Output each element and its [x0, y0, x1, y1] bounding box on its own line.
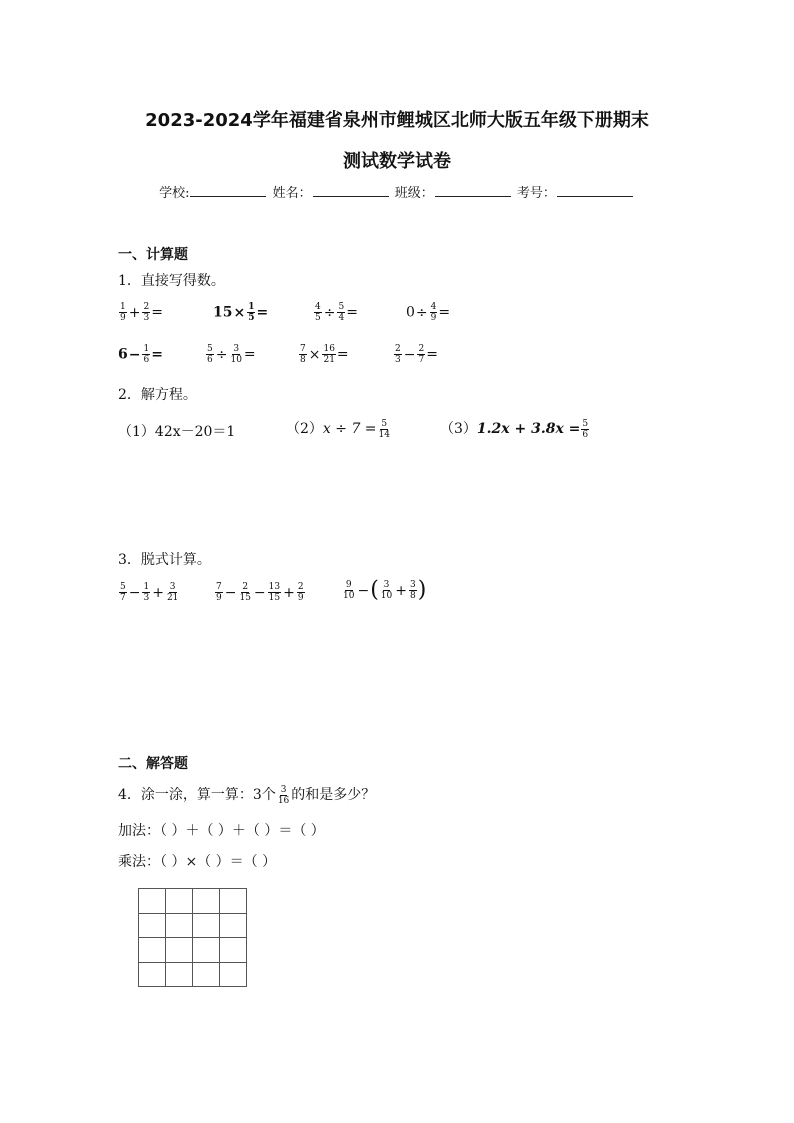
stepwise-calc-3: $\frac{9}{10}$ −( $\frac{3}{10}$ + $\frac{3}{8}$ ) — [343, 577, 427, 603]
class-blank[interactable] — [435, 184, 511, 197]
fraction: $\frac{9}{10}$ — [343, 580, 355, 601]
exam-number-label: 考号： — [516, 186, 556, 201]
fraction: $\frac{2}{7}$ — [418, 344, 425, 365]
fraction: $\frac{5}{6}$ — [207, 344, 213, 365]
multiplication-line[interactable]: 乘法：（ ）×（ ）＝（ ） — [118, 854, 277, 870]
mental-math-3: $\frac{4}{5}$ ÷ $\frac{5}{4}$ = — [315, 302, 358, 323]
exam-number-blank[interactable] — [557, 184, 633, 197]
exam-title-line2: 测试数学试卷 — [343, 151, 451, 172]
fraction: $\frac{1}{6}$ — [143, 344, 150, 365]
name-blank[interactable] — [313, 184, 389, 197]
fraction: $\frac{5}{4}$ — [338, 302, 345, 323]
exam-title-line1: 2023-2024学年福建省泉州市鲤城区北师大版五年级下册期末 — [145, 110, 649, 131]
mental-math-4: 0÷ $\frac{4}{9}$ = — [406, 302, 451, 323]
fraction: $\frac{16}{21}$ — [323, 344, 335, 365]
question-3-label: 3．脱式计算。 — [118, 552, 211, 568]
question-1-label: 1．直接写得数。 — [118, 273, 225, 289]
fraction: $\frac{3}{16}$ — [277, 784, 290, 806]
mental-math-1: $\frac{1}{9}$ + $\frac{2}{3}$ = — [120, 302, 163, 323]
fraction: $\frac{3}{8}$ — [409, 580, 416, 601]
equation-3: （3）1.2x + 3.8x = $\frac{5}{6}$ — [440, 418, 589, 440]
equation-2: （2）x ÷ 7 = $\frac{5}{14}$ — [286, 418, 390, 440]
section-heading-calculation: 一、计算题 — [118, 247, 188, 263]
section-heading-word-problems: 二、解答题 — [118, 756, 188, 772]
grid-line — [139, 913, 246, 914]
fraction: $\frac{1}{3}$ — [143, 582, 150, 603]
fraction: $\frac{5}{14}$ — [378, 418, 390, 440]
name-label: 姓名： — [272, 186, 312, 201]
fraction: $\frac{1}{9}$ — [120, 302, 126, 323]
fraction: $\frac{3}{21}$ — [166, 582, 179, 603]
grid-line — [139, 937, 246, 938]
fraction: $\frac{5}{7}$ — [120, 582, 126, 603]
stepwise-calc-1: $\frac{5}{7}$ − $\frac{1}{3}$ + $\frac{3}{21}$ — [120, 582, 179, 603]
fraction: $\frac{7}{9}$ — [216, 582, 222, 603]
grid-line — [139, 962, 246, 963]
fraction: $\frac{5}{6}$ — [582, 418, 589, 440]
school-label: 学校: — [159, 186, 190, 201]
mental-math-7: $\frac{7}{8}$ × $\frac{16}{21}$ = — [300, 344, 349, 365]
student-info-line — [0, 182, 794, 201]
mental-math-2: 15× $\frac{1}{5}$ = — [213, 302, 269, 323]
fraction: $\frac{3}{10}$ — [230, 344, 242, 365]
stepwise-calc-2: $\frac{7}{9}$ − $\frac{2}{15}$ − $\frac{13}{15}$ + $\frac{2}{9}$ — [216, 582, 304, 603]
school-blank[interactable] — [190, 184, 266, 197]
equation-1: （1）42x－20＝1 — [118, 424, 236, 440]
mental-math-6: $\frac{5}{6}$ ÷ $\frac{3}{10}$ = — [207, 344, 256, 365]
fraction: $\frac{4}{5}$ — [315, 302, 321, 323]
fraction: $\frac{2}{9}$ — [297, 582, 304, 603]
question-4-label: 4．涂一涂，算一算：3个 $\frac{3}{16}$ 的和是多少？ — [118, 784, 376, 806]
fraction: $\frac{2}{3}$ — [395, 344, 401, 365]
fraction: $\frac{2}{15}$ — [239, 582, 251, 603]
fraction: $\frac{3}{10}$ — [380, 580, 393, 601]
fraction: $\frac{4}{9}$ — [430, 302, 437, 323]
fraction: $\frac{1}{5}$ — [248, 302, 255, 323]
question-2-label: 2．解方程。 — [118, 387, 197, 403]
coloring-grid[interactable] — [138, 888, 247, 987]
fraction: $\frac{7}{8}$ — [300, 344, 306, 365]
mental-math-8: $\frac{2}{3}$ − $\frac{2}{7}$ = — [395, 344, 438, 365]
class-label: 班级： — [394, 186, 434, 201]
mental-math-5: 6− $\frac{1}{6}$ = — [118, 344, 163, 365]
fraction: $\frac{13}{15}$ — [268, 582, 281, 603]
fraction: $\frac{2}{3}$ — [143, 302, 150, 323]
addition-line[interactable]: 加法：（ ）＋（ ）＋（ ）＝（ ） — [118, 823, 325, 839]
